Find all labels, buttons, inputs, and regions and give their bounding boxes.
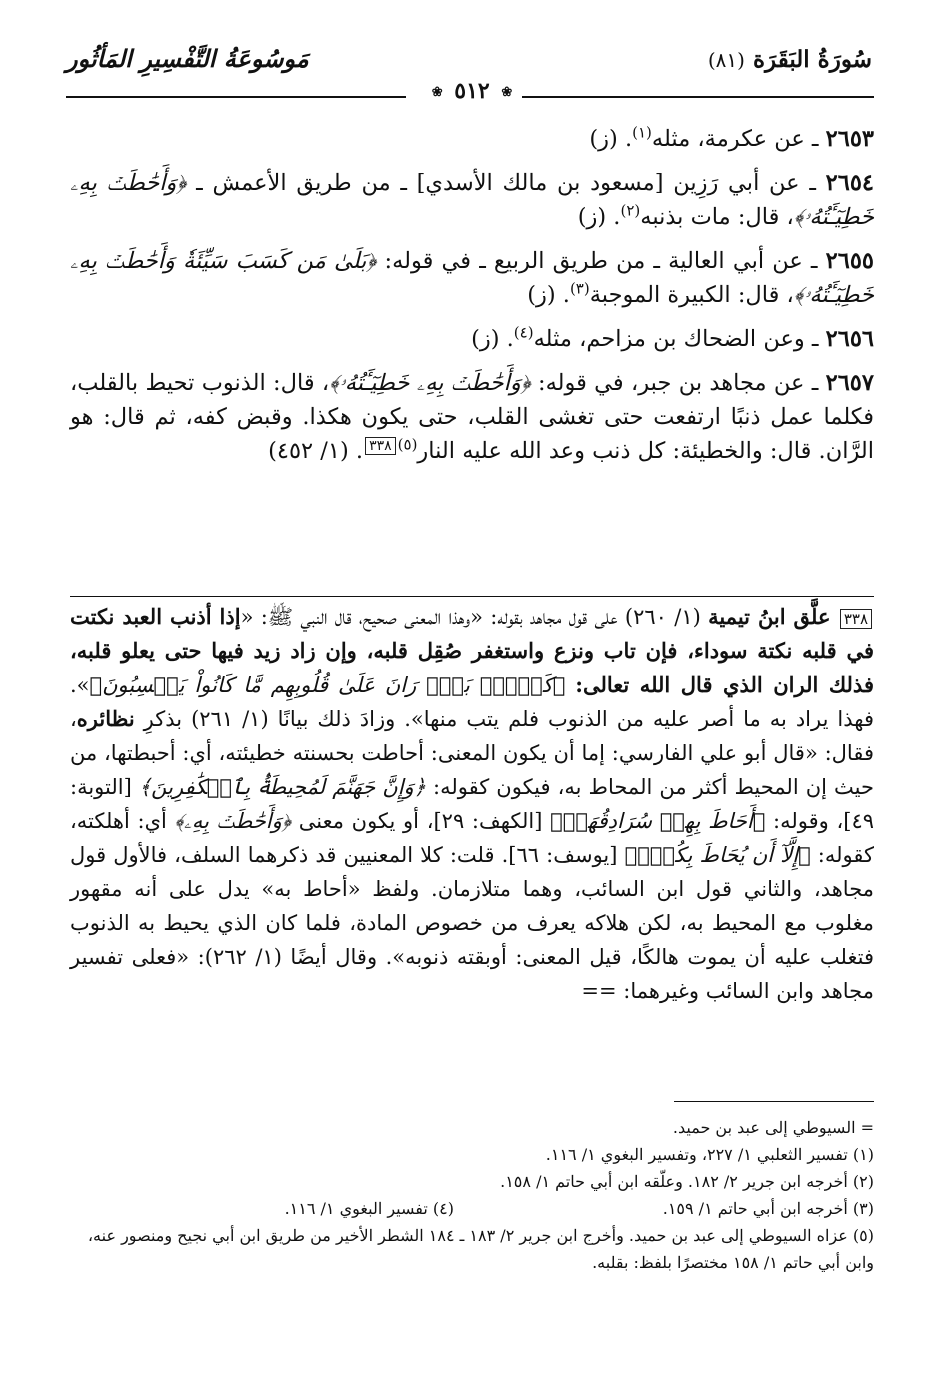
entry-text: ، قال: الكبيرة الموجبة bbox=[589, 282, 794, 308]
entry bbox=[70, 322, 874, 356]
entry bbox=[70, 166, 874, 234]
entry-number: ٢٦٥٦ bbox=[825, 326, 874, 352]
quran-quote: ﴿كَلَّاۖ بَلۡۜ رَانَ عَلَىٰ قُلُوبِهِم مَّا كَانُواْ يَكۡسِبُونَ﴾ bbox=[89, 673, 566, 697]
sura-number: (٨١) bbox=[707, 48, 745, 72]
comment-bold: نظائره bbox=[76, 706, 135, 731]
footnote-ref[interactable]: (٤) bbox=[513, 323, 534, 342]
footnote-ref[interactable]: (٣) bbox=[569, 279, 590, 298]
entry-tail: . (١/ ٤٥٢) bbox=[268, 438, 364, 464]
entry-tail: . (ز) bbox=[527, 282, 570, 308]
footnote-pair bbox=[70, 1195, 874, 1222]
entry-text: ، قال: الذنوب تحيط بالقلب، فكلما عمل ذنبًا ارتفعت حتى تغشى القلب، حتى يكون هكذا. وقبض كفه، ثم قال: هو الرَّان. قال: والخطيئة: كل ذنب وعد الله عليه النار bbox=[70, 370, 874, 464]
page-number-block bbox=[0, 78, 944, 104]
comment-ref-box[interactable]: ٣٣٨ bbox=[365, 437, 396, 455]
comment-separator bbox=[70, 596, 874, 597]
book-title: مَوسُوعَةُ التَّفْسِيرِ المَأثُور bbox=[66, 44, 309, 73]
footnote-ref[interactable]: (٥) bbox=[397, 435, 418, 454]
comment-text: [يوسف: ٦٦]. قلت: كلا المعنيين قد ذكرهما السلف، فالأول قول مجاهد، والثاني قول ابن السائب، وهما متلازمان. ولفظ «أحاط به» يدل على أنه مقهور مغلوب مع المحيط به، لكن هلاكه يعرف من خصوص المادة، فلما كان الذي يحيط به الذنوب فتغلب عليه أن يموت هالكًا، قيل المعنى: أوبقته ذنوبه». وقال أيضًا (١/ ٢٦٢): «فعلى تفسير مجاهد وابن السائب وغيرهما: == bbox=[70, 843, 874, 1003]
comment-text: (١/ ٢٦٠) على قول مجاهد بقوله: «وهذا المعنى صحيح، قال النبي ﷺ: « bbox=[240, 605, 701, 629]
entry bbox=[70, 244, 874, 312]
quran-quote: ﴿وَأَحَٰطَتۡ بِهِۦ﴾ bbox=[174, 809, 292, 833]
comment-lead: علَّق ابنُ تيمية bbox=[708, 604, 831, 629]
entry-text: ـ عن أبي العالية ـ من طريق الربيع ـ في قوله: bbox=[384, 248, 818, 274]
main-text bbox=[70, 122, 874, 478]
entry-text: ـ وعن الضحاك بن مزاحم، مثله bbox=[533, 326, 819, 352]
entry-tail: . (ز) bbox=[471, 326, 514, 352]
quran-quote: ﴿وَأَحَٰطَتۡ بِهِۦ خَطِيٓـَٔتُهُۥ﴾ bbox=[329, 370, 531, 396]
comment-number-box: ٣٣٨ bbox=[840, 609, 872, 629]
footnote-ref[interactable]: (٢) bbox=[620, 201, 641, 220]
quran-quote: ﴿وَإِنَّ جَهَنَّمَ لَمُحِيطَةُۢ بِٱلۡكَٰفِرِينَ﴾ bbox=[138, 775, 426, 799]
page-number: ٥١٢ bbox=[454, 78, 490, 104]
entry-text: ـ عن عكرمة، مثله bbox=[651, 126, 819, 152]
footnote: (٣) أخرجه ابن أبي حاتم ١/ ١٥٩. bbox=[662, 1199, 874, 1218]
footnote: (٥) عزاه السيوطي إلى عبد بن حميد. وأخرج ابن جرير ٢/ ١٨٣ ـ ١٨٤ الشطر الأخير من طريق ابن أبي نجيح ومنصور عنه، وابن أبي حاتم ١/ ١٥٨ مختصرًا بلفظ: بقلبه. bbox=[87, 1226, 874, 1272]
sura-header bbox=[708, 46, 872, 73]
quran-quote: ﴿بَلَىٰ مَن كَسَبَ سَيِّئَةٗ وَأَحَٰطَتۡ بِهِۦ خَطِيٓـَٔتُهُۥ﴾ bbox=[70, 248, 874, 308]
comment-text: ، فقال: «قال أبو علي الفارسي: إما أن يكون المعنى: أحاطت بحسنته خطيئته، أي: أحبطتها، من حيث إن المحيط أكثر من المحاط به، فيكون كقوله: bbox=[70, 707, 874, 799]
entry bbox=[70, 122, 874, 156]
entry-number: ٢٦٥٥ bbox=[825, 248, 874, 274]
entry bbox=[70, 366, 874, 468]
entry-number: ٢٦٥٣ bbox=[825, 126, 874, 152]
entry-tail: . (ز) bbox=[589, 126, 633, 152]
entry-text: ـ عن أبي رَزِين [مسعود بن مالك الأسدي] ـ من طريق الأعمش ـ bbox=[196, 170, 816, 196]
footnote: (١) تفسير الثعلبي ١/ ٢٢٧، وتفسير البغوي ١/ ١١٦. bbox=[545, 1145, 874, 1164]
entry-text: ، قال: مات بذنبه bbox=[640, 204, 794, 230]
entry-number: ٢٦٥٧ bbox=[825, 370, 874, 396]
footnotes bbox=[70, 1114, 874, 1276]
comment-text: ». فهذا يراد به ما أصر عليه من الذنوب فلم يتب منها». وزادَ ذلك بيانًا (١/ ٢٦١) بذكرِ bbox=[70, 673, 874, 731]
entry-text: ـ عن مجاهد بن جبر، في قوله: bbox=[537, 370, 819, 396]
quran-quote: ﴿إِلَّآ أَن يُحَاطَ بِكُمۡۖ﴾ bbox=[624, 843, 811, 867]
comment-text: [الكهف: ٢٩]، أو يكون معنى bbox=[298, 809, 543, 833]
entry-number: ٢٦٥٤ bbox=[825, 170, 874, 196]
sura-name: سُورَةُ البَقَرَة bbox=[752, 46, 872, 73]
footnote-continuation: = السيوطي إلى عبد بن حميد. bbox=[672, 1118, 874, 1137]
hadith-text: إذا أذنب العبد نكتت في قلبه نكتة سوداء، فإن تاب ونزع واستغفر صُقِل قلبه، وإن زاد زيد فيها حتى يعلو قلبه، فذلك الران الذي قال الله تعالى: bbox=[70, 604, 874, 697]
quran-quote: ﴿أَحَاطَ بِهِمۡ سُرَادِقُهَاۚ﴾ bbox=[550, 809, 766, 833]
entry-tail: . (ز) bbox=[577, 204, 621, 230]
comment-text: أي: أهلكته، كقوله: bbox=[70, 809, 874, 867]
commentary bbox=[70, 600, 874, 1008]
footnote: (٤) تفسير البغوي ١/ ١١٦. bbox=[284, 1199, 454, 1218]
footnote-separator bbox=[674, 1101, 874, 1102]
comment-text: [التوبة: ٤٩]، وقوله: bbox=[70, 775, 874, 833]
ornament-icon: ❀ bbox=[501, 84, 513, 100]
quran-quote: ﴿وَأَحَٰطَتۡ بِهِۦ خَطِيٓـَٔتُهُۥ﴾ bbox=[70, 170, 874, 230]
ornament-icon: ❀ bbox=[431, 84, 443, 100]
footnote-ref[interactable]: (١) bbox=[632, 123, 652, 142]
footnote: (٢) أخرجه ابن جرير ٢/ ١٨٢. وعلّقه ابن أبي حاتم ١/ ١٥٨. bbox=[500, 1172, 874, 1191]
